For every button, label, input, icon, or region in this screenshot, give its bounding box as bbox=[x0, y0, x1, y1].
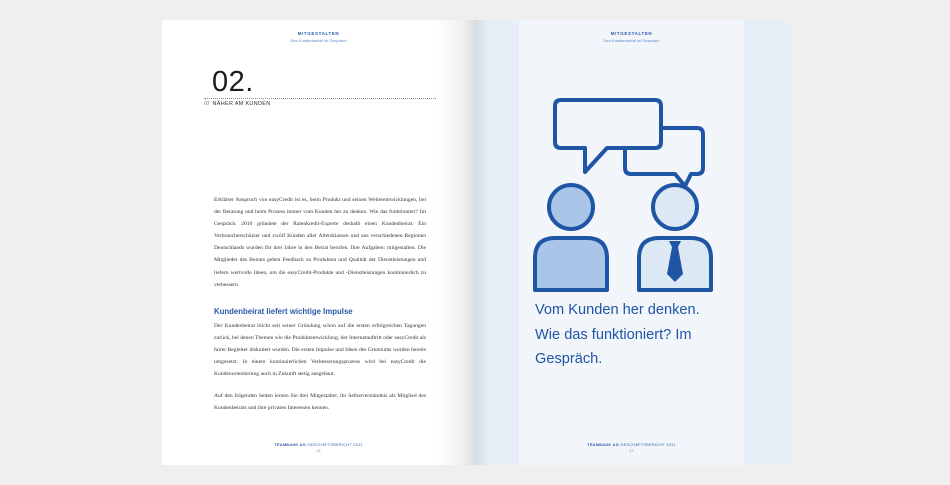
footer-line bbox=[162, 443, 475, 447]
person-body-icon bbox=[535, 238, 607, 290]
running-head-subtitle: Den Kundenbeirat im Gespräch bbox=[603, 38, 660, 43]
intro-paragraph: Erklärter Anspruch von easyCredit ist es, beim Produkt und seinen Weiterentwicklungen, bei der Beratung und beim Prozess immer vom Kunden her zu denken. Wie das funktioniert? Im Gespräch. 2010 gründete der Ratenkredit-Experte deshalb einen Kundenbeirat. Ein Verbraucherschützer und zwölf Kunden aller Altersklassen und aus verschiedenen Regionen Deutschlands wurden für drei Jahre in den Beirat berufen. Ihre Aufgaben: mitgestalten. Die Mitglieder des Beirats geben Feedback zu Produkten und Qualität der Dienstleistungen und liefern wertvolle Ideen, um die easyCredit-Produkte und -Dienstleistungen kontinuierlich zu verbessern. bbox=[214, 197, 426, 288]
pull-quote bbox=[535, 298, 735, 372]
chapter-slashes: /// bbox=[204, 101, 210, 107]
running-head-subtitle: Den Kundenbeirat im Gespräch bbox=[290, 38, 347, 43]
gutter-shadow bbox=[435, 20, 475, 465]
running-head-left bbox=[162, 31, 475, 43]
quote-line: Wie das funktioniert? Im bbox=[535, 326, 692, 343]
conversation-illustration bbox=[523, 96, 733, 292]
page-number: 16 bbox=[316, 449, 321, 453]
chapter-divider bbox=[204, 98, 436, 99]
page-number: 17 bbox=[629, 449, 634, 453]
running-head-title: MITGESTALTEN bbox=[297, 31, 340, 36]
running-head-right bbox=[519, 31, 744, 43]
chapter-heading bbox=[204, 101, 270, 107]
quote-line: Gespräch. bbox=[535, 351, 603, 367]
footer-brand: TEAMBANK AG bbox=[587, 443, 619, 447]
footer-right bbox=[519, 443, 744, 453]
footer-left bbox=[162, 443, 475, 453]
footer-label: GESCHÄFTSBERICHT 2011 bbox=[307, 443, 363, 447]
body-text-column bbox=[214, 194, 426, 414]
chapter-number: 02. bbox=[212, 66, 254, 98]
chapter-title: NÄHER AM KUNDEN bbox=[212, 101, 271, 107]
person-with-tie-head-icon bbox=[653, 185, 697, 229]
footer-brand: TEAMBANK AG bbox=[274, 443, 306, 447]
body-paragraph: Der Kundenbeirat blickt seit seiner Gründung schon auf die ersten erfolgreichen Tagungen zurück, bei denen Themen wie die Produktentwicklung, der Internetauftritt oder easyCredit als fairer Begleiter diskutiert wurden. Die ersten Impulse und Ideen des Gremiums wurden bereits umgesetzt. In einem kontinuierlichen Verbesserungsprozess wird bei easyCredit die Kundenorientierung auch in Zukunft stetig ausgebaut. bbox=[214, 322, 426, 378]
closing-paragraph: Auf den folgenden Seiten lernen Sie drei Mitgestalter, ihr Selbstverständnis als Mitglied des Kundenbeirats und ihre privaten Interessen kennen. bbox=[214, 393, 426, 412]
subheading: Kundenbeirat liefert wichtige Impulse bbox=[214, 306, 353, 316]
quote-line: Vom Kunden her denken. bbox=[535, 302, 700, 318]
running-head-title: MITGESTALTEN bbox=[610, 31, 653, 36]
footer-line bbox=[519, 443, 744, 447]
footer-label: GESCHÄFTSBERICHT 2011 bbox=[620, 443, 676, 447]
gutter-shadow-right bbox=[475, 20, 489, 465]
person-head-icon bbox=[549, 185, 593, 229]
left-page bbox=[162, 20, 475, 465]
right-page bbox=[475, 20, 790, 465]
brochure-spread bbox=[162, 20, 790, 465]
